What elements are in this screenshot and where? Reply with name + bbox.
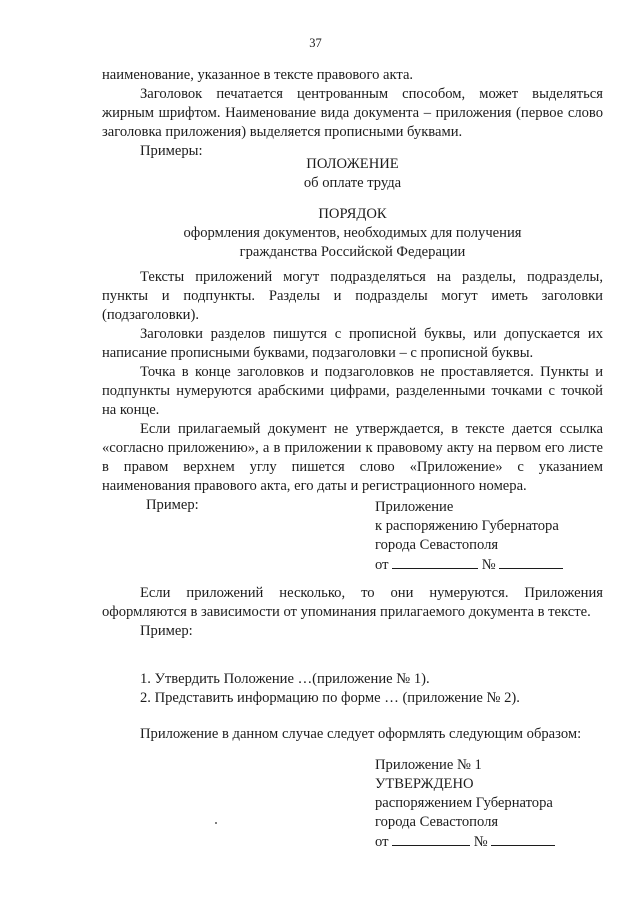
list-item: 1. Утвердить Положение …(приложение № 1). — [140, 671, 430, 687]
stamp1-line1: Приложение — [375, 499, 454, 515]
multiple-appendix-section — [102, 584, 603, 641]
paragraph-formatting: Приложение в данном случае следует оформлять следующим образом: — [140, 726, 582, 742]
stamp2-line1: Приложение № 1 — [375, 757, 482, 773]
heading-rule-paragraph: Заголовок печатается центрованным способом, может выделяться жирным шрифтом. Наименование вида документа – приложения (первое слово заголовка приложения) выделяется прописными буквами. — [102, 86, 603, 140]
formatting-note — [102, 725, 603, 744]
paragraph-sections: Тексты приложений могут подразделяться на разделы, подразделы, пункты и подпункты. Разделы и подразделы могут иметь заголовки (подзаголовки). — [102, 269, 603, 323]
example-heading-2 — [102, 205, 603, 262]
stamp1-date-blank — [392, 555, 478, 569]
stamp1-from-label: от — [375, 557, 389, 573]
stamp2-number-label: № — [473, 834, 488, 850]
stamp2-from-label: от — [375, 834, 389, 850]
list-item: 2. Представить информацию по форме … (приложение № 2). — [140, 690, 520, 706]
stamp2-number-blank — [491, 832, 555, 846]
stamp2-line3: распоряжением Губернатора — [375, 795, 553, 811]
example-heading-2-subtitle-line2: гражданства Российской Федерации — [239, 244, 466, 260]
example-label: Пример: — [146, 497, 199, 513]
paragraph-numbering: Точка в конце заголовков и подзаголовков не проставляется. Пункты и подпункты нумеруются арабскими цифрами, разделенными точками с точкой на конце. — [102, 364, 603, 418]
example-label-2: Пример: — [140, 623, 193, 639]
paragraph-reference: Если прилагаемый документ не утверждается, в тексте дается ссылка «согласно приложению», а в приложении к правовому акту на первом его листе в правом верхнем углу пишется слово «Приложение» с указанием наименования правового акта, его даты и регистрационного номера. — [102, 421, 603, 494]
scan-speck — [215, 822, 217, 824]
intro-line: наименование, указанное в тексте правового акта. — [102, 67, 414, 83]
example-heading-2-subtitle-line1: оформления документов, необходимых для получения — [183, 225, 522, 241]
example-heading-1-title: ПОЛОЖЕНИЕ — [306, 156, 399, 172]
appendix-stamp-1 — [375, 498, 605, 575]
rules-section — [102, 268, 603, 515]
example-heading-1 — [102, 155, 603, 193]
intro-section — [102, 66, 603, 161]
paragraph-multiple-appendices: Если приложений несколько, то они нумеруются. Приложения оформляются в зависимости от упоминания прилагаемого документа в тексте. — [102, 585, 603, 620]
stamp1-line3: города Севастополя — [375, 537, 499, 553]
stamp1-date-number-line — [375, 555, 605, 575]
paragraph-headings: Заголовки разделов пишутся с прописной буквы, или допускается их написание прописными буквами, подзаголовки – с прописной буквы. — [102, 326, 603, 361]
examples-label: Примеры: — [140, 143, 203, 159]
example-heading-1-subtitle: об оплате труда — [303, 175, 402, 191]
stamp1-number-label: № — [481, 557, 496, 573]
page-number: 37 — [309, 36, 322, 50]
stamp2-date-number-line — [375, 832, 605, 852]
example-list — [102, 670, 603, 708]
stamp2-date-blank — [392, 832, 470, 846]
example-heading-2-title: ПОРЯДОК — [318, 206, 387, 222]
stamp2-line2: УТВЕРЖДЕНО — [375, 776, 474, 792]
stamp1-line2: к распоряжению Губернатора — [375, 518, 559, 534]
stamp2-line4: города Севастополя — [375, 814, 499, 830]
stamp1-number-blank — [499, 555, 563, 569]
appendix-stamp-2 — [375, 756, 605, 852]
